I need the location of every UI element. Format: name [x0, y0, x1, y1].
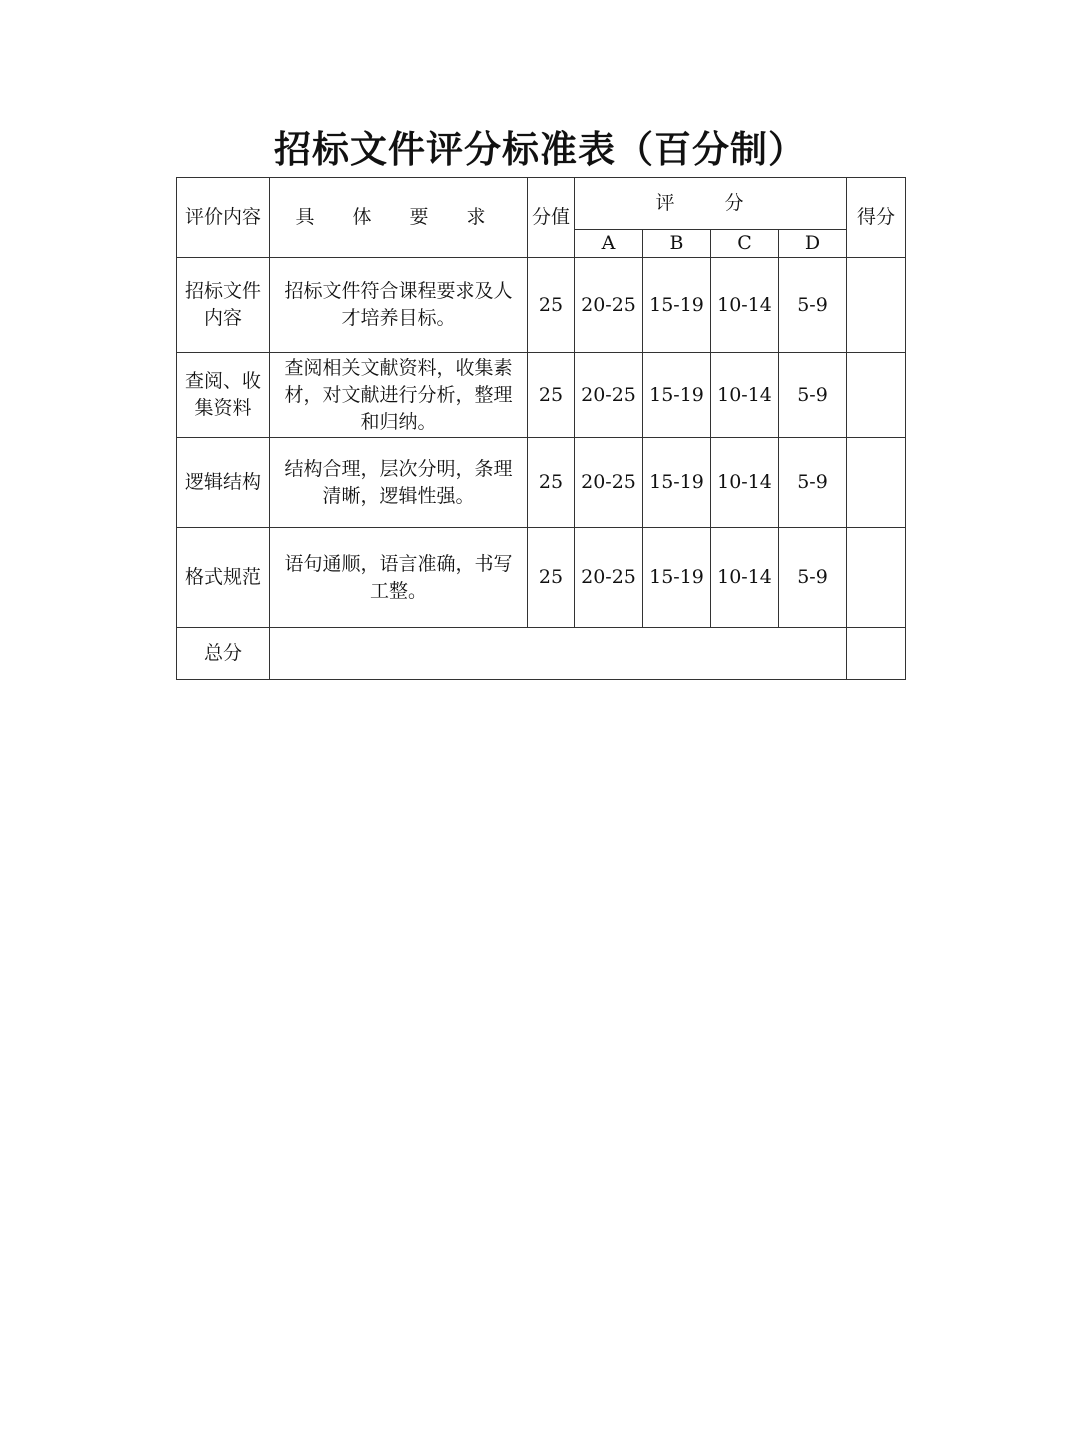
row-value: 25	[528, 528, 575, 628]
row-obtained-cell[interactable]	[847, 438, 906, 528]
header-score: 评 分	[575, 178, 847, 230]
grade-b-header: B	[643, 230, 711, 258]
row-obtained-cell[interactable]	[847, 353, 906, 438]
header-obtained: 得分	[847, 178, 906, 258]
row-requirement: 结构合理，层次分明，条理清晰，逻辑性强。	[270, 438, 528, 528]
table-row	[177, 528, 906, 628]
row-range-b: 15-19	[643, 438, 711, 528]
row-value: 25	[528, 258, 575, 353]
row-range-a: 20-25	[575, 258, 643, 353]
row-range-c: 10-14	[711, 258, 779, 353]
row-range-d: 5-9	[779, 258, 847, 353]
header-requirement: 具 体 要 求	[270, 178, 528, 258]
row-range-c: 10-14	[711, 438, 779, 528]
total-blank-cell	[270, 628, 847, 680]
row-range-a: 20-25	[575, 353, 643, 438]
row-range-d: 5-9	[779, 438, 847, 528]
table-row	[177, 258, 906, 353]
header-value: 分值	[528, 178, 575, 258]
page-title: 招标文件评分标准表（百分制）	[274, 128, 806, 171]
row-requirement: 语句通顺，语言准确，书写工整。	[270, 528, 528, 628]
row-range-b: 15-19	[643, 353, 711, 438]
table-row	[177, 353, 906, 438]
scoring-table	[176, 177, 906, 680]
row-value: 25	[528, 438, 575, 528]
row-content: 逻辑结构	[177, 438, 270, 528]
row-requirement: 招标文件符合课程要求及人才培养目标。	[270, 258, 528, 353]
row-range-c: 10-14	[711, 528, 779, 628]
row-range-a: 20-25	[575, 438, 643, 528]
row-content: 格式规范	[177, 528, 270, 628]
grade-a-header: A	[575, 230, 643, 258]
row-range-d: 5-9	[779, 528, 847, 628]
row-content: 招标文件内容	[177, 258, 270, 353]
row-range-b: 15-19	[643, 528, 711, 628]
grade-c-header: C	[711, 230, 779, 258]
total-row	[177, 628, 906, 680]
row-requirement: 查阅相关文献资料，收集素材，对文献进行分析，整理和归纳。	[270, 353, 528, 438]
total-score-cell[interactable]	[847, 628, 906, 680]
row-range-b: 15-19	[643, 258, 711, 353]
header-row	[177, 178, 906, 230]
row-range-c: 10-14	[711, 353, 779, 438]
row-range-a: 20-25	[575, 528, 643, 628]
row-obtained-cell[interactable]	[847, 258, 906, 353]
row-content: 查阅、收集资料	[177, 353, 270, 438]
row-obtained-cell[interactable]	[847, 528, 906, 628]
table-row	[177, 438, 906, 528]
row-range-d: 5-9	[779, 353, 847, 438]
total-label: 总分	[177, 628, 270, 680]
header-content: 评价内容	[177, 178, 270, 258]
grade-d-header: D	[779, 230, 847, 258]
row-value: 25	[528, 353, 575, 438]
